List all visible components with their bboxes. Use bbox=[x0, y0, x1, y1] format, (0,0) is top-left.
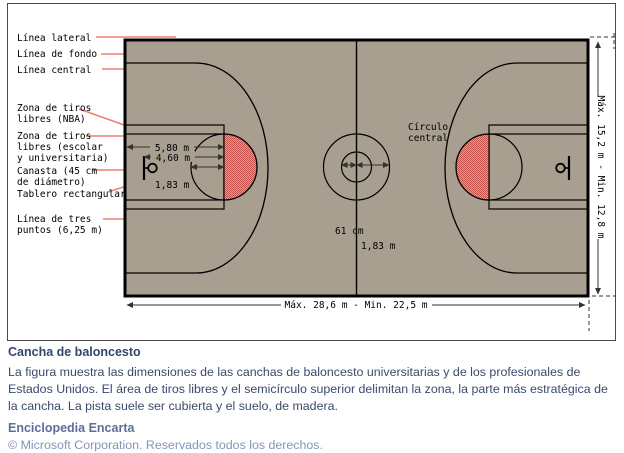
dim-label-580: 5,80 m bbox=[154, 143, 190, 154]
label-tres-puntos-1: Línea de tres bbox=[17, 214, 92, 225]
label-zona-esc-2: libres (escolar bbox=[17, 142, 103, 153]
dim-label-183-lane: 1,83 m bbox=[155, 180, 190, 191]
label-zona-esc-3: y universitaria) bbox=[17, 153, 109, 164]
figure-title: Cancha de baloncesto bbox=[8, 345, 141, 359]
source-label: Enciclopedia Encarta bbox=[8, 421, 135, 435]
dim-label-61cm: 61 cm bbox=[335, 226, 364, 237]
label-circulo-1: Círculo bbox=[408, 122, 449, 133]
copyright-notice: © Microsoft Corporation. Reservados todos los derechos. bbox=[8, 438, 323, 452]
label-zona-nba-2: libres (NBA) bbox=[17, 114, 86, 125]
figure-description: La figura muestra las dimensiones de las canchas de baloncesto universitarias y de los profesionales de Estados Unidos. El área de tiros libres y el semicírculo superior delimitan la zona, la parte más estratégica de la cancha. La pista suele ser cubierta y el suelo, de madera. bbox=[8, 365, 608, 413]
label-canasta-2: de diámetro) bbox=[17, 177, 86, 188]
label-tablero: Tablero rectangular bbox=[17, 189, 126, 200]
label-linea-central: Línea central bbox=[17, 65, 92, 76]
dim-label-court-width: Máx. 28,6 m - Min. 22,5 m bbox=[284, 300, 428, 311]
label-tres-puntos-2: puntos (6,25 m) bbox=[17, 225, 103, 236]
dim-label-183-center: 1,83 m bbox=[361, 241, 396, 252]
label-linea-lateral: Línea lateral bbox=[17, 33, 92, 44]
label-zona-nba-1: Zona de tiros bbox=[17, 103, 92, 114]
dim-label-460: 4,60 m bbox=[155, 153, 191, 164]
figure-caption bbox=[8, 345, 614, 452]
label-canasta-1: Canasta (45 cm bbox=[17, 166, 98, 177]
label-linea-fondo: Línea de fondo bbox=[17, 49, 98, 60]
label-zona-esc-1: Zona de tiros bbox=[17, 131, 92, 142]
dim-label-court-height: Máx. 15,2 m - Min. 12,8 m bbox=[595, 95, 606, 239]
label-circulo-2: central bbox=[408, 133, 449, 144]
